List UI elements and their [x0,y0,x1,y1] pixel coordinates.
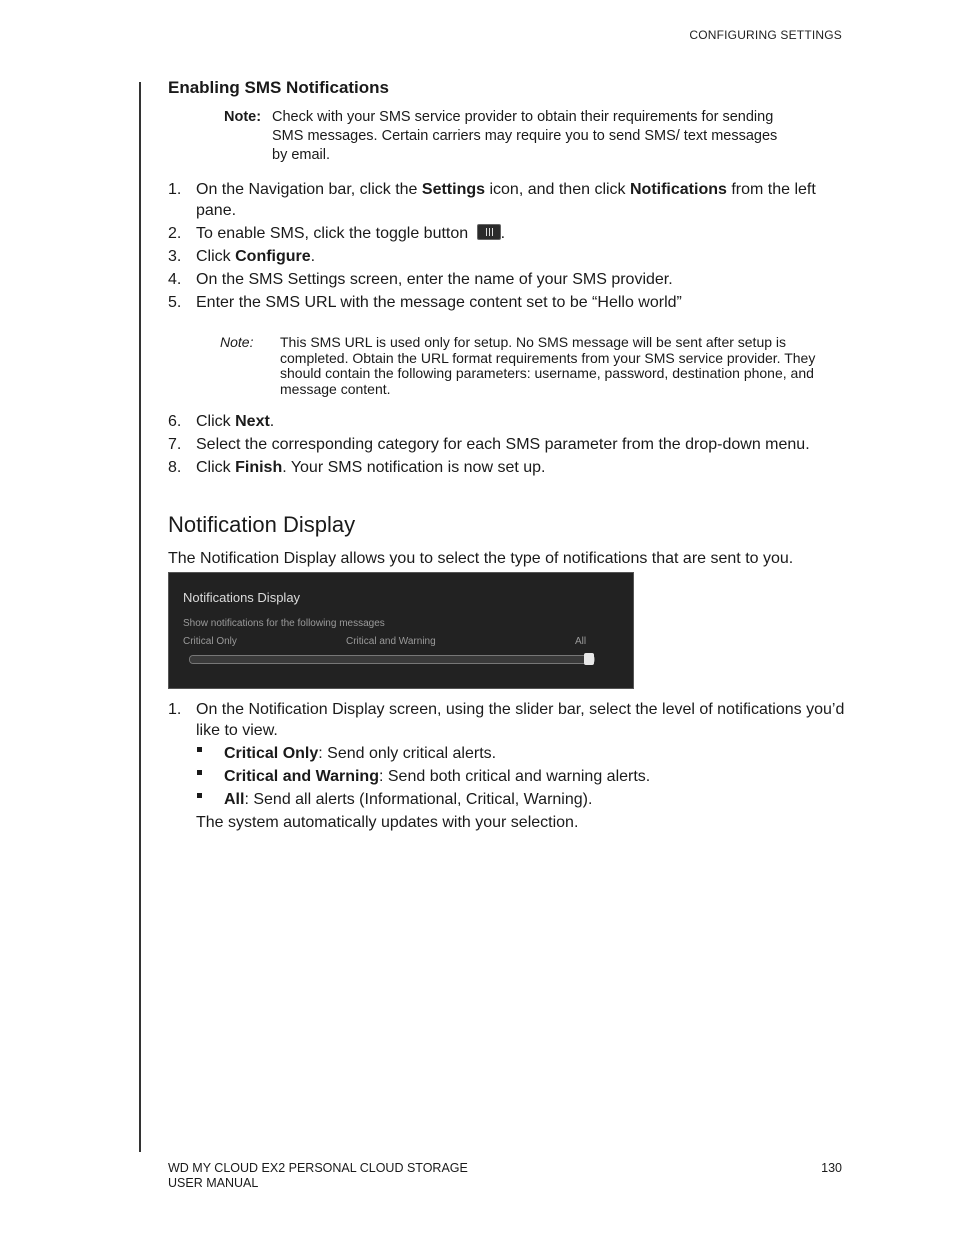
slider-fill [190,656,594,663]
running-header: CONFIGURING SETTINGS [689,28,842,42]
sms-steps-b [168,411,848,478]
level-bullets [196,743,848,810]
page-number: 130 [821,1161,842,1175]
bullet-square-icon [196,743,224,764]
list-item: 4. On the SMS Settings screen, enter the name of your SMS provider. [168,271,673,288]
sms-url-note [220,335,848,397]
intro-text: The Notification Display allows you to select the type of notifications that are sent to you. [168,550,794,567]
page-content [168,78,848,832]
panel-subtitle: Show notifications for the following messages [183,618,385,629]
list-item: 1. On the Navigation bar, click the Settings icon, and then click Notifications from the left pane. [168,181,816,219]
slider-handle[interactable] [584,653,594,665]
toggle-button-icon [477,224,501,240]
note-text: Check with your SMS service provider to obtain their requirements for sending SMS messages. Certain carriers may require you to send SMS/ text messages by email. [272,109,778,163]
option-critical-only[interactable]: Critical Only [183,636,237,647]
sms-note [224,108,848,165]
footer-title [168,1161,468,1191]
list-item: All: Send all alerts (Informational, Critical, Warning). [196,789,848,810]
option-all[interactable]: All [575,636,587,647]
list-item: 7. Select the corresponding category for each SMS parameter from the drop-down menu. [168,436,810,453]
margin-rule [139,82,141,1152]
note-text: This SMS URL is used only for setup. No SMS message will be sent after setup is completed. Obtain the URL format requirements from your SMS service provider. They should contain the following parameters: username, password, destination phone, and message content. [280,334,816,397]
note-label: Note: [224,109,262,125]
list-item: Critical and Warning: Send both critical and warning alerts. [196,766,848,787]
list-item: 5. Enter the SMS URL with the message content set to be “Hello world” [168,294,682,311]
configure-term: Configure [235,248,311,265]
list-item: 2. To enable SMS, click the toggle button . [168,225,506,242]
footer-line-2: USER MANUAL [168,1176,259,1190]
notifications-term: Notifications [630,181,727,198]
next-term: Next [235,413,270,430]
option-critical-and-warning[interactable]: Critical and Warning [346,636,436,647]
bullet-square-icon [196,766,224,787]
note-label: Note: [220,334,254,350]
panel-title: Notifications Display [183,590,301,605]
list-item: 6. Click Next. [168,413,275,430]
settings-term: Settings [421,181,486,198]
notification-display-heading: Notification Display [168,512,356,537]
list-item: 1. On the Notification Display screen, using the slider bar, select the level of notifications you’d like to view. [168,701,845,739]
sms-steps-a [168,179,848,313]
notification-level-slider[interactable] [189,655,595,664]
bullet-square-icon [196,789,224,810]
notifications-display-screenshot [168,572,634,689]
auto-update-text: The system automatically updates with your selection. [196,814,579,831]
list-item: 3. Click Configure. [168,248,316,265]
list-item: Critical Only: Send only critical alerts. [196,743,848,764]
finish-term: Finish [235,459,283,476]
footer-line-1: WD MY CLOUD EX2 PERSONAL CLOUD STORAGE [168,1161,468,1175]
list-item: 8. Click Finish. Your SMS notification is now set up. [168,459,546,476]
display-steps [168,699,848,741]
sms-heading: Enabling SMS Notifications [168,78,390,97]
